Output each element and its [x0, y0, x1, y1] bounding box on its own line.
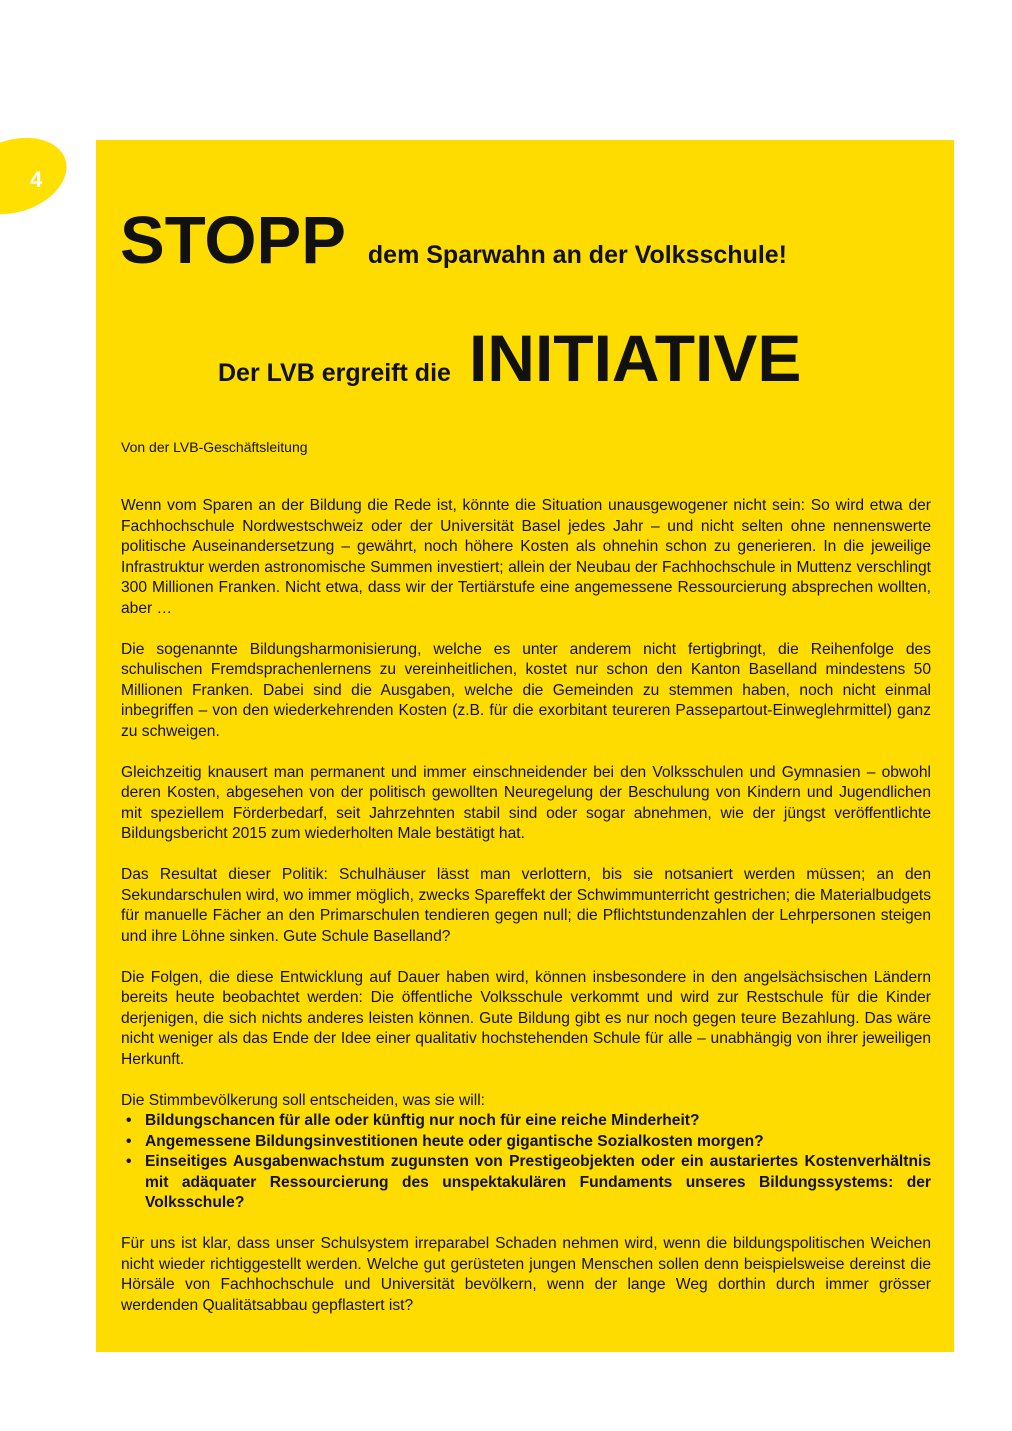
list-intro: Die Stimmbevölkerung soll entscheiden, was sie will: — [121, 1091, 486, 1109]
byline: Von der LVB-Geschäftsleitung — [121, 439, 308, 455]
headline-stopp: STOPP — [120, 203, 346, 278]
headline-subtitle-2: Der LVB ergreift die — [218, 359, 451, 387]
headline-subtitle-1: dem Sparwahn an der Volksschule! — [367, 241, 788, 269]
headline-line-2 — [218, 320, 918, 396]
closing-paragraph: Für uns ist klar, dass unser Schulsystem irreparabel Schaden nehmen wird, wenn die bildungspolitischen Weichen nicht wieder richtiggestellt werden. Welche gut gerüsteten jungen Menschen sollen denn beispielsweise dereinst die Hörsäle von Fachhochschule und Universität bevölkern, wenn der lange Weg dorthin durch immer grösser werdenden Qualitätsabbau gepflastert ist? — [121, 1235, 931, 1314]
paragraph-3: Gleichzeitig knausert man permanent und immer einschneidender bei den Volksschulen und Gymnasien – obwohl deren Kosten, abgesehen von der politisch gewollten Neuregelung der Beschulung von Kindern und Jugendlichen mit speziellem Förderbedarf, seit Jahrzehnten stabil sind oder sogar abnehmen, wie der jüngst veröffentlichte Bildungsbericht 2015 zum wiederholten Male bestätigt hat. — [121, 763, 931, 842]
page-number: 4 — [30, 167, 43, 192]
paragraph-5: Die Folgen, die diese Entwicklung auf Dauer haben wird, können insbesondere in den angelsächsischen Ländern bereits heute beobachtet werden: Die öffentliche Volksschule verkommt und wird zur Restschule für die Kinder derjenigen, die sich nichts anderes leisten können. Gute Bildung gibt es nur noch gegen teure Bezahlung. Das wäre nicht weniger als das Ende der Idee einer qualitativ hochstehenden Schule für alle – unabhängig von ihrer jeweiligen Herkunft. — [121, 968, 931, 1068]
paragraph-2: Die sogenannte Bildungsharmonisierung, welche es unter anderem nicht fertigbringt, die Reihenfolge des schulischen Fremdsprachenlernens zu vereinheitlichen, kostet nur schon den Kanton Baselland mindestens 50 Millionen Franken. Dabei sind die Ausgaben, welche die Gemeinden zu stemmen haben, noch nicht einmal inbegriffen – von den wiederkehrenden Kosten (z.B. für die exorbitant teureren Passepartout-Einweglehrmittel) ganz zu schweigen. — [121, 640, 931, 740]
list-item: • Angemessene Bildungsinvestitionen heute oder gigantische Sozialkosten morgen? — [121, 1132, 931, 1153]
paragraph-4: Das Resultat dieser Politik: Schulhäuser lässt man verlottern, bis sie notsaniert werden müssen; an den Sekundarschulen wird, wo immer möglich, zwecks Spareffekt der Schwimmunterricht gestrichen; die Materialbudgets für manuelle Fächer an den Primarschulen tendieren gegen null; die Pflichtstundenzahlen der Lehrpersonen steigen und ihre Löhne sinken. Gute Schule Baselland? — [121, 866, 931, 945]
headline-initiative: INITIATIVE — [468, 321, 802, 395]
article-panel — [96, 140, 954, 1352]
list-item: • Bildungschancen für alle oder künftig nur noch für eine reiche Minderheit? — [121, 1111, 931, 1132]
article-body — [121, 496, 931, 1337]
question-list — [121, 1111, 931, 1214]
headline-line-1 — [120, 202, 920, 279]
list-item: • Einseitiges Ausgabenwachstum zugunsten von Prestigeobjekten oder ein austariertes Kostenverhältnis mit adäquater Ressourcierung des unspektakulären Fundaments unseres Bildungssystems: der Volksschule? — [121, 1152, 931, 1214]
paragraph-1: Wenn vom Sparen an der Bildung die Rede ist, könnte die Situation unausgewogener nicht sein: So wird etwa der Fachhochschule Nordwestschweiz oder der Universität Basel jedes Jahr – und nicht selten ohne nennenswerte politische Auseinandersetzung – gewährt, noch höhere Kosten als ohnehin schon zu generieren. In die jeweilige Infrastruktur werden astronomische Summen investiert; allein der Neubau der Fachhochschule in Muttenz verschlingt 300 Millionen Franken. Nicht etwa, dass wir der Tertiärstufe eine angemessene Ressourcierung absprechen wollten, aber … — [121, 497, 931, 617]
